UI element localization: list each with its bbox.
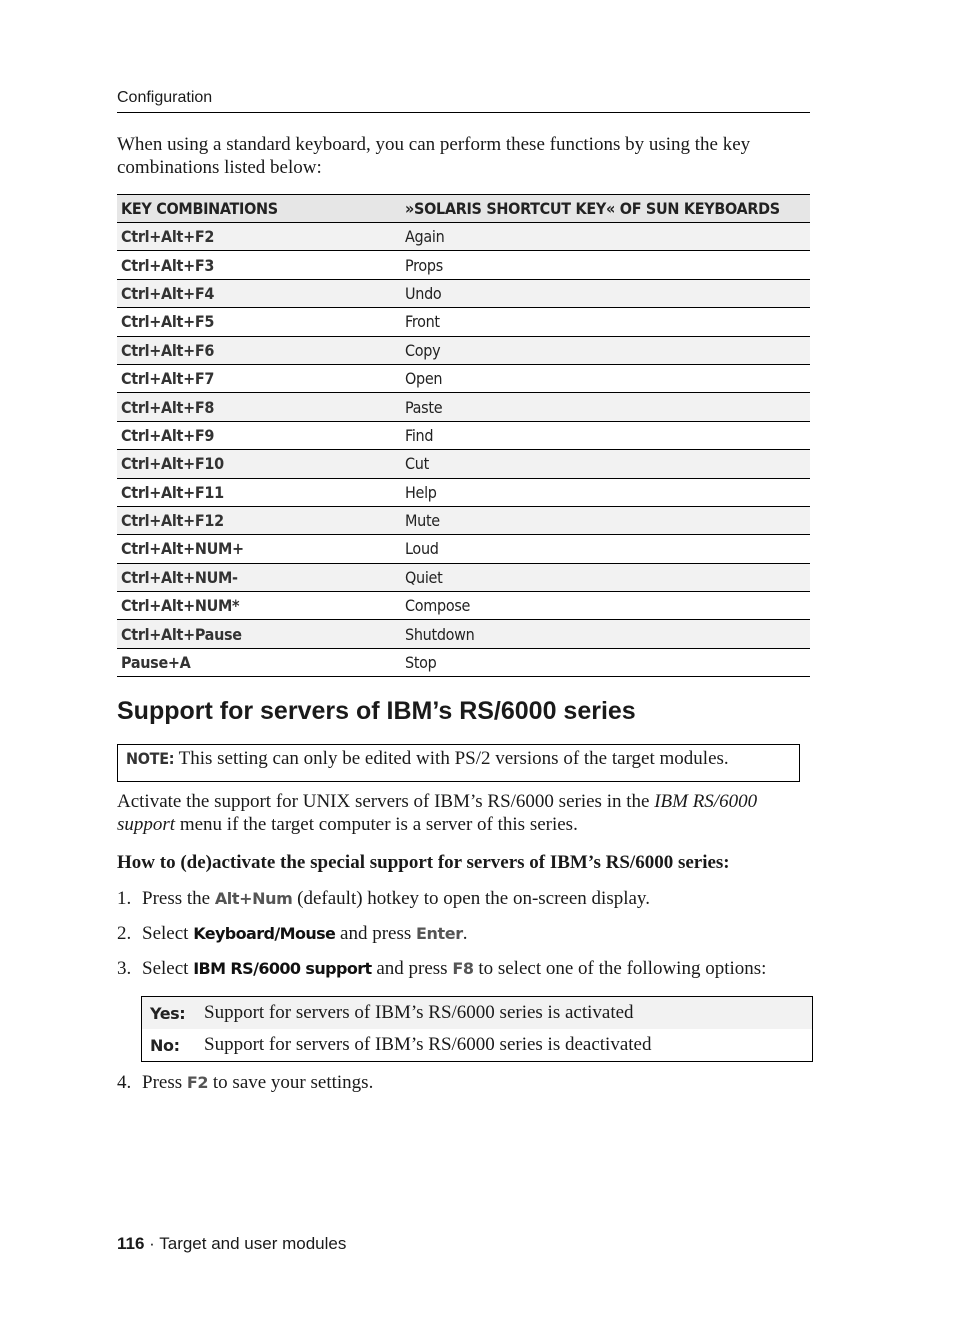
step-text: and press: [371, 958, 453, 979]
key-name: F8: [452, 959, 474, 978]
solaris-shortcut-cell: Undo: [401, 279, 810, 307]
table-row: [117, 336, 810, 364]
step-number: 4.: [117, 1072, 132, 1093]
note-box: [117, 744, 800, 782]
option-row-no: [142, 1029, 812, 1061]
step-number: 3.: [117, 958, 132, 979]
key-combination-cell: Ctrl+Alt+F5: [117, 308, 401, 336]
solaris-shortcut-cell: Find: [401, 421, 810, 449]
option-row-yes: [142, 997, 812, 1029]
step-1: [117, 888, 650, 910]
key-combination-cell: Ctrl+Alt+NUM*: [117, 592, 401, 620]
step-text: Select: [142, 958, 194, 979]
table-row: [117, 535, 810, 563]
solaris-shortcut-cell: Stop: [401, 648, 810, 676]
solaris-shortcut-cell: Cut: [401, 450, 810, 478]
solaris-shortcut-cell: Open: [401, 364, 810, 392]
step-2: [117, 923, 468, 945]
table-row: [117, 308, 810, 336]
paragraph-text-start: Activate the support for UNIX servers of IBM’s RS/6000 series in the: [117, 791, 655, 812]
page-footer: [117, 1234, 346, 1254]
howto-heading: How to (de)activate the special support for servers of IBM’s RS/6000 series:: [117, 852, 730, 873]
table-row: [117, 223, 810, 251]
step-3: [117, 958, 766, 980]
table-row: [117, 450, 810, 478]
running-header: Configuration: [117, 89, 810, 113]
step-number: 2.: [117, 923, 132, 944]
key-combination-cell: Ctrl+Alt+F11: [117, 478, 401, 506]
key-combination-cell: Ctrl+Alt+NUM-: [117, 563, 401, 591]
solaris-shortcut-cell: Paste: [401, 393, 810, 421]
table-row: [117, 421, 810, 449]
option-key: Yes:: [150, 1003, 186, 1023]
solaris-shortcut-cell: Quiet: [401, 563, 810, 591]
step-number: 1.: [117, 888, 132, 909]
solaris-shortcut-cell: Compose: [401, 592, 810, 620]
section-paragraph: [117, 790, 817, 836]
solaris-shortcut-cell: Again: [401, 223, 810, 251]
solaris-shortcut-cell: Copy: [401, 336, 810, 364]
option-text: Support for servers of IBM’s RS/6000 series is activated: [204, 1002, 634, 1023]
key-combination-cell: Ctrl+Alt+F10: [117, 450, 401, 478]
option-key: No:: [150, 1035, 180, 1055]
table-row: [117, 620, 810, 648]
step-text: and press: [335, 923, 417, 944]
step-text: to select one of the following options:: [473, 958, 767, 979]
column-header-solaris-shortcut: »SOLARIS SHORTCUT KEY« OF SUN KEYBOARDS: [401, 195, 810, 223]
table-body: [117, 223, 810, 677]
key-combination-cell: Ctrl+Alt+F8: [117, 393, 401, 421]
option-text: Support for servers of IBM’s RS/6000 series is deactivated: [204, 1034, 652, 1055]
step-text: Select: [142, 923, 194, 944]
key-combinations-table: [117, 194, 810, 677]
table-row: [117, 592, 810, 620]
key-combination-cell: Ctrl+Alt+F4: [117, 279, 401, 307]
step-4: [117, 1072, 373, 1094]
table-row: [117, 478, 810, 506]
table-row: [117, 364, 810, 392]
paragraph-text-end: menu if the target computer is a server of this series.: [175, 814, 578, 835]
step-text: Press the: [142, 888, 215, 909]
menu-name-italic: IBM RS/6000 support: [117, 791, 758, 835]
table-row: [117, 648, 810, 676]
hotkey-name: Alt+Num: [214, 889, 293, 908]
key-combination-cell: Ctrl+Alt+F7: [117, 364, 401, 392]
note-label: NOTE:: [126, 749, 175, 768]
table-row: [117, 393, 810, 421]
key-name: F2: [186, 1073, 209, 1092]
page-number: 116: [117, 1234, 145, 1253]
table-row: [117, 279, 810, 307]
table-row: [117, 563, 810, 591]
menu-name: Keyboard/Mouse: [193, 924, 336, 943]
solaris-shortcut-cell: Shutdown: [401, 620, 810, 648]
key-combination-cell: Ctrl+Alt+F2: [117, 223, 401, 251]
intro-paragraph: When using a standard keyboard, you can perform these functions by using the key combinations listed below:: [117, 134, 751, 178]
key-combination-cell: Ctrl+Alt+F9: [117, 421, 401, 449]
table-header-row: [117, 195, 810, 223]
key-combination-cell: Ctrl+Alt+NUM+: [117, 535, 401, 563]
options-table: [141, 996, 813, 1062]
step-text: Press: [142, 1072, 187, 1093]
table-row: [117, 251, 810, 279]
step-text: to save your settings.: [208, 1072, 374, 1093]
key-combination-cell: Ctrl+Alt+Pause: [117, 620, 401, 648]
table-row: [117, 506, 810, 534]
key-combination-cell: Ctrl+Alt+F12: [117, 506, 401, 534]
column-header-key-combinations: KEY COMBINATIONS: [117, 195, 401, 223]
key-combination-cell: Ctrl+Alt+F3: [117, 251, 401, 279]
key-combination-cell: Ctrl+Alt+F6: [117, 336, 401, 364]
solaris-shortcut-cell: Props: [401, 251, 810, 279]
solaris-shortcut-cell: Front: [401, 308, 810, 336]
section-title: Support for servers of IBM’s RS/6000 series: [117, 697, 636, 725]
step-text: (default) hotkey to open the on-screen display.: [292, 888, 650, 909]
menu-name: IBM RS/6000 support: [193, 959, 372, 978]
solaris-shortcut-cell: Help: [401, 478, 810, 506]
note-text: This setting can only be edited with PS/2 versions of the target modules.: [174, 748, 729, 769]
key-combination-cell: Pause+A: [117, 648, 401, 676]
solaris-shortcut-cell: Mute: [401, 506, 810, 534]
step-text: .: [462, 923, 468, 944]
key-name: Enter: [416, 924, 463, 943]
solaris-shortcut-cell: Loud: [401, 535, 810, 563]
footer-text: · Target and user modules: [144, 1234, 347, 1253]
